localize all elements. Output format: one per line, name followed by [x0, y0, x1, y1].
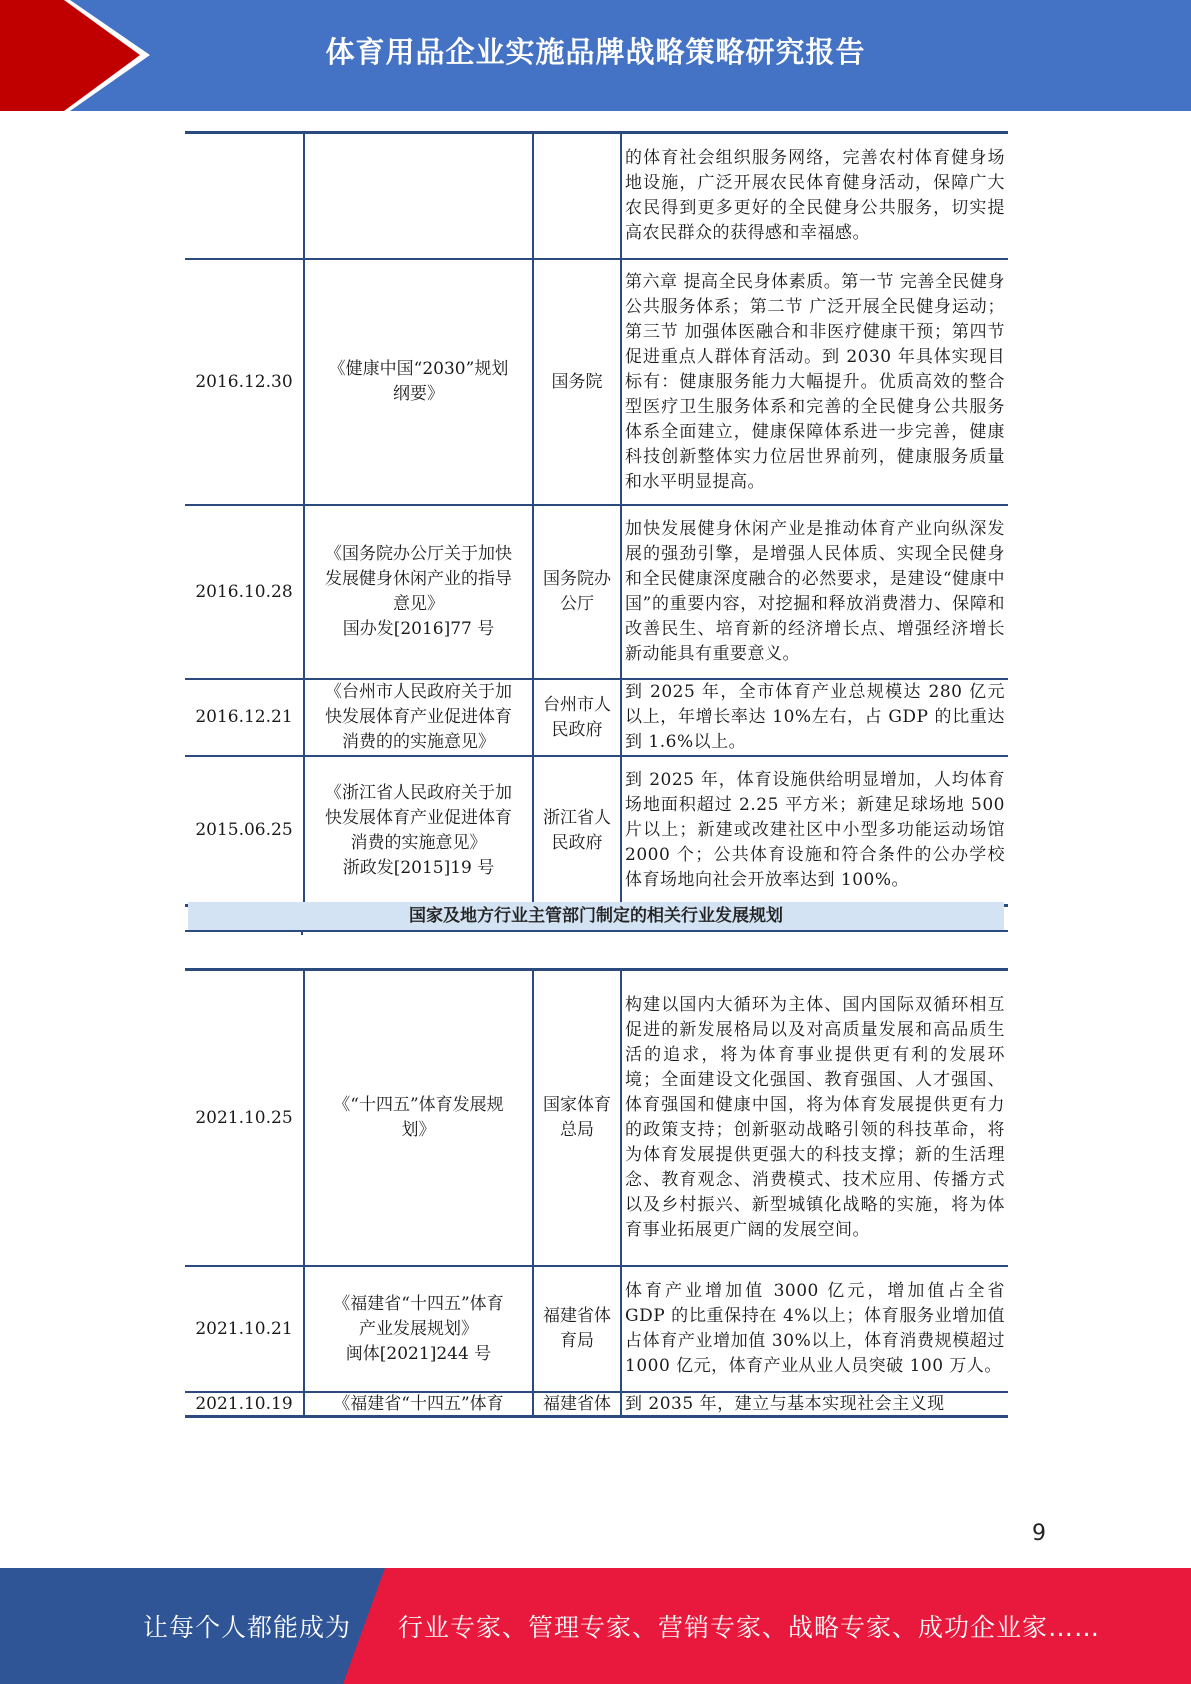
footer-slogan-left: 让每个人都能成为 — [143, 1613, 352, 1642]
table-row — [185, 1266, 1008, 1392]
content-cell: 的体育社会组织服务网络，完善农村体育健身场地设施，广泛开展农民体育健身活动，保障广大农民得到更多更好的全民健身公共服务，切实提高农民群众的获得感和幸福感。 — [621, 133, 1008, 260]
document-cell: 《台州市人民政府关于加 快发展体育产业促进体育 消费的的实施意见》 — [304, 679, 533, 756]
table-row — [185, 756, 1008, 906]
table-row — [185, 970, 1008, 1267]
document-cell — [304, 133, 533, 260]
document-cell: 《“十四五”体育发展规 划》 — [304, 970, 533, 1267]
document-cell: 《健康中国“2030”规划 纲要》 — [304, 259, 533, 505]
document-cell: 《福建省“十四五”体育 产业发展规划》 闽体[2021]244 号 — [304, 1266, 533, 1392]
date-cell — [185, 133, 304, 260]
date-cell: 2021.10.21 — [185, 1266, 304, 1392]
department-cell: 福建省体 — [533, 1392, 621, 1417]
divider — [301, 932, 303, 935]
table-row — [185, 1392, 1008, 1417]
content-cell: 加快发展健身休闲产业是推动体育产业向纵深发展的强劲引擎，是增强人民体质、实现全民健身和全民健康深度融合的必然要求，是建设“健康中国”的重要内容，对挖掘和释放消费潜力、保障和改善民生、培育新的经济增长点、增强经济增长新动能具有重要意义。 — [621, 505, 1008, 679]
report-title: 体育用品企业实施品牌战略策略研究报告 — [325, 35, 866, 69]
section-header: 国家及地方行业主管部门制定的相关行业发展规划 — [188, 902, 1004, 932]
department-cell: 台州市人 民政府 — [533, 679, 621, 756]
department-cell: 福建省体 育局 — [533, 1266, 621, 1392]
table-row — [185, 679, 1008, 756]
date-cell: 2021.10.19 — [185, 1392, 304, 1417]
department-cell: 国家体育 总局 — [533, 970, 621, 1267]
table-row — [185, 133, 1008, 260]
content-cell: 到 2025 年，体育设施供给明显增加，人均体育场地面积超过 2.25 平方米；新建足球场地 500 片以上；新建或改建社区中小型多功能运动场馆 2000 个；公共体育设施和符合条件的公办学校体育场地向社会开放率达到 100%。 — [621, 756, 1008, 906]
footer-slogan-right: 行业专家、管理专家、营销专家、战略专家、成功企业家…… — [398, 1613, 1101, 1642]
date-cell: 2015.06.25 — [185, 756, 304, 906]
date-cell: 2016.12.21 — [185, 679, 304, 756]
page-number: 9 — [1032, 1521, 1046, 1546]
content-cell: 构建以国内大循环为主体、国内国际双循环相互促进的新发展格局以及对高质量发展和高品质生活的追求，将为体育事业提供更有利的发展环境；全面建设文化强国、教育强国、人才强国、体育强国和健康中国，将为体育发展提供更有力的政策支持；创新驱动战略引领的科技革命，将为体育发展提供更强大的科技支撑；新的生活理念、教育观念、消费模式、技术应用、传播方式以及乡村振兴、新型城镇化战略的实施，将为体育事业拓展更广阔的发展空间。 — [621, 970, 1008, 1267]
date-cell: 2016.10.28 — [185, 505, 304, 679]
department-cell: 国务院办 公厅 — [533, 505, 621, 679]
document-cell: 《福建省“十四五”体育 — [304, 1392, 533, 1417]
divider — [185, 930, 1008, 932]
content-cell: 体育产业增加值 3000 亿元，增加值占全省 GDP 的比重保持在 4%以上；体育服务业增加值占体育产业增加值 30%以上，体育消费规模超过 1000 亿元，体育产业从业人员突破 100 万人。 — [621, 1266, 1008, 1392]
policy-table-2 — [185, 968, 1008, 1418]
document-cell: 《浙江省人民政府关于加 快发展体育产业促进体育 消费的实施意见》 浙政发[2015]19 号 — [304, 756, 533, 906]
document-cell: 《国务院办公厅关于加快 发展健身休闲产业的指导 意见》 国办发[2016]77 号 — [304, 505, 533, 679]
content-cell: 到 2035 年，建立与基本实现社会主义现 — [621, 1392, 1008, 1417]
content-cell: 第六章 提高全民身体素质。第一节 完善全民健身公共服务体系；第二节 广泛开展全民健身运动；第三节 加强体医融合和非医疗健康干预；第四节 促进重点人群体育活动。到 2030 年具体实现目标有：健康服务能力大幅提升。优质高效的整合型医疗卫生服务体系和完善的全民健身公共服务体系全面建立，健康保障体系进一步完善，健康科技创新整体实力位居世界前列，健康服务质量和水平明显提高。 — [621, 259, 1008, 505]
page-footer — [0, 1568, 1191, 1684]
date-cell: 2021.10.25 — [185, 970, 304, 1267]
department-cell — [533, 133, 621, 260]
policy-table-1 — [185, 131, 1008, 907]
table-row — [185, 505, 1008, 679]
page-header — [0, 0, 1191, 111]
content-cell: 到 2025 年，全市体育产业总规模达 280 亿元以上，年增长率达 10%左右，占 GDP 的比重达到 1.6%以上。 — [621, 679, 1008, 756]
department-cell: 浙江省人 民政府 — [533, 756, 621, 906]
department-cell: 国务院 — [533, 259, 621, 505]
table-row — [185, 259, 1008, 505]
date-cell: 2016.12.30 — [185, 259, 304, 505]
